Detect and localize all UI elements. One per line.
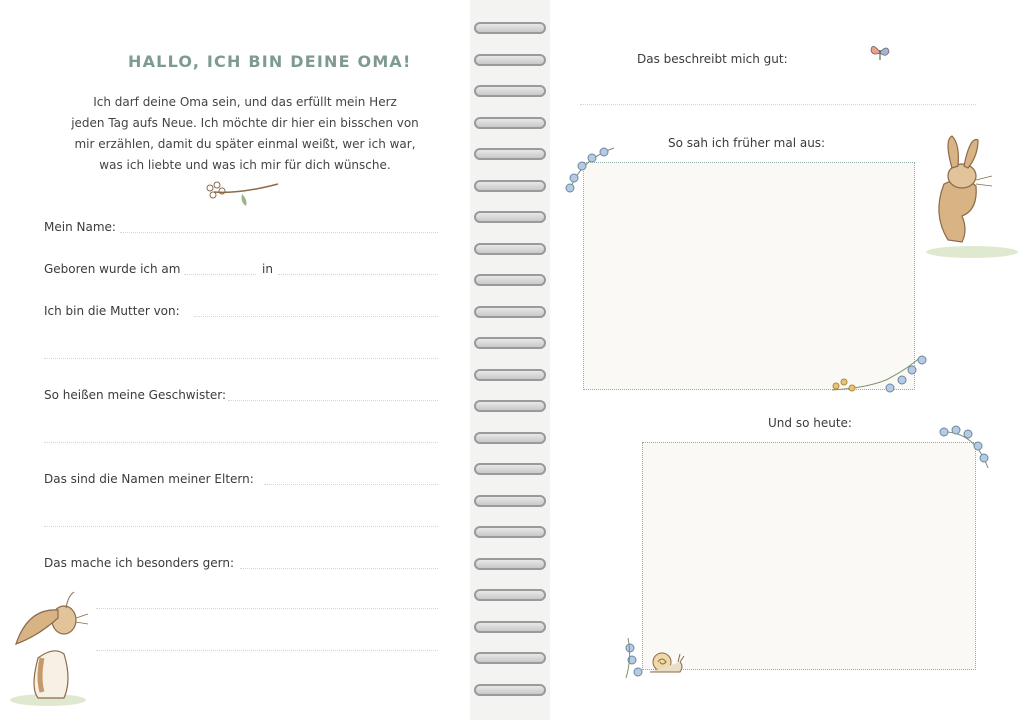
spiral-ring bbox=[474, 85, 546, 97]
spiral-ring bbox=[474, 495, 546, 507]
spiral-ring bbox=[474, 243, 546, 255]
spiral-ring bbox=[474, 22, 546, 34]
hare-illustration bbox=[922, 130, 1018, 258]
spiral-ring bbox=[474, 432, 546, 444]
spiral-ring bbox=[474, 211, 546, 223]
spiral-ring bbox=[474, 306, 546, 318]
spiral-ring bbox=[474, 274, 546, 286]
intro-line: was ich liebte und was ich mir für dich wünsche. bbox=[99, 158, 391, 172]
siblings-field[interactable] bbox=[228, 400, 438, 401]
born-date-field[interactable] bbox=[184, 274, 256, 275]
spiral-ring bbox=[474, 148, 546, 160]
left-page bbox=[0, 0, 470, 720]
right-page bbox=[550, 0, 1020, 720]
born-place-field[interactable] bbox=[278, 274, 438, 275]
spiral-ring bbox=[474, 526, 546, 538]
parents-field[interactable] bbox=[264, 484, 438, 485]
mother-of-field-line-2[interactable] bbox=[44, 358, 438, 359]
describes-me-field[interactable] bbox=[580, 104, 976, 105]
spiral-ring bbox=[474, 180, 546, 192]
past-photo-label: So sah ich früher mal aus: bbox=[668, 136, 826, 150]
parents-field-line-2[interactable] bbox=[44, 526, 438, 527]
parents-label: Das sind die Namen meiner Eltern: bbox=[44, 472, 254, 486]
hobbies-field-line-2[interactable] bbox=[96, 608, 438, 609]
name-field-label: Mein Name: bbox=[44, 220, 116, 234]
spiral-ring bbox=[474, 589, 546, 601]
spiral-ring bbox=[474, 400, 546, 412]
intro-line: mir erzählen, damit du später einmal weißt, wer ich war, bbox=[74, 137, 416, 151]
intro-text bbox=[50, 92, 440, 176]
siblings-label: So heißen meine Geschwister: bbox=[44, 388, 227, 402]
mother-of-label: Ich bin die Mutter von: bbox=[44, 304, 180, 318]
bluebell-flowers-icon bbox=[934, 420, 998, 476]
name-field[interactable] bbox=[120, 232, 438, 233]
hobbies-label: Das mache ich besonders gern: bbox=[44, 556, 235, 570]
spiral-ring bbox=[474, 558, 546, 570]
spiral-ring bbox=[474, 117, 546, 129]
spiral-binding bbox=[470, 0, 550, 720]
born-date-label: Geboren wurde ich am bbox=[44, 262, 181, 276]
today-photo-label: Und so heute: bbox=[768, 416, 852, 430]
spiral-ring bbox=[474, 337, 546, 349]
mother-of-field[interactable] bbox=[194, 316, 438, 317]
intro-line: Ich darf deine Oma sein, und das erfüllt mein Herz bbox=[93, 95, 397, 109]
born-place-label: in bbox=[262, 262, 273, 276]
flower-sprig-icon bbox=[200, 176, 284, 210]
bluebell-flowers-icon bbox=[826, 350, 936, 400]
spiral-ring bbox=[474, 54, 546, 66]
hare-illustration bbox=[8, 588, 92, 708]
intro-line: jeden Tag aufs Neue. Ich möchte dir hier ein bisschen von bbox=[71, 116, 419, 130]
bluebell-flowers-icon bbox=[560, 140, 624, 196]
today-photo-frame[interactable] bbox=[642, 442, 976, 670]
spiral-ring bbox=[474, 652, 546, 664]
hobbies-field-line-3[interactable] bbox=[96, 650, 438, 651]
butterfly-icon bbox=[868, 40, 892, 64]
page-title: HALLO, ICH BIN DEINE OMA! bbox=[128, 52, 412, 71]
spiral-ring bbox=[474, 684, 546, 696]
spiral-ring bbox=[474, 621, 546, 633]
hobbies-field[interactable] bbox=[240, 568, 438, 569]
spiral-ring bbox=[474, 463, 546, 475]
spiral-ring bbox=[474, 369, 546, 381]
describes-me-label: Das beschreibt mich gut: bbox=[637, 52, 788, 66]
siblings-field-line-2[interactable] bbox=[44, 442, 438, 443]
snail-icon bbox=[622, 628, 692, 684]
